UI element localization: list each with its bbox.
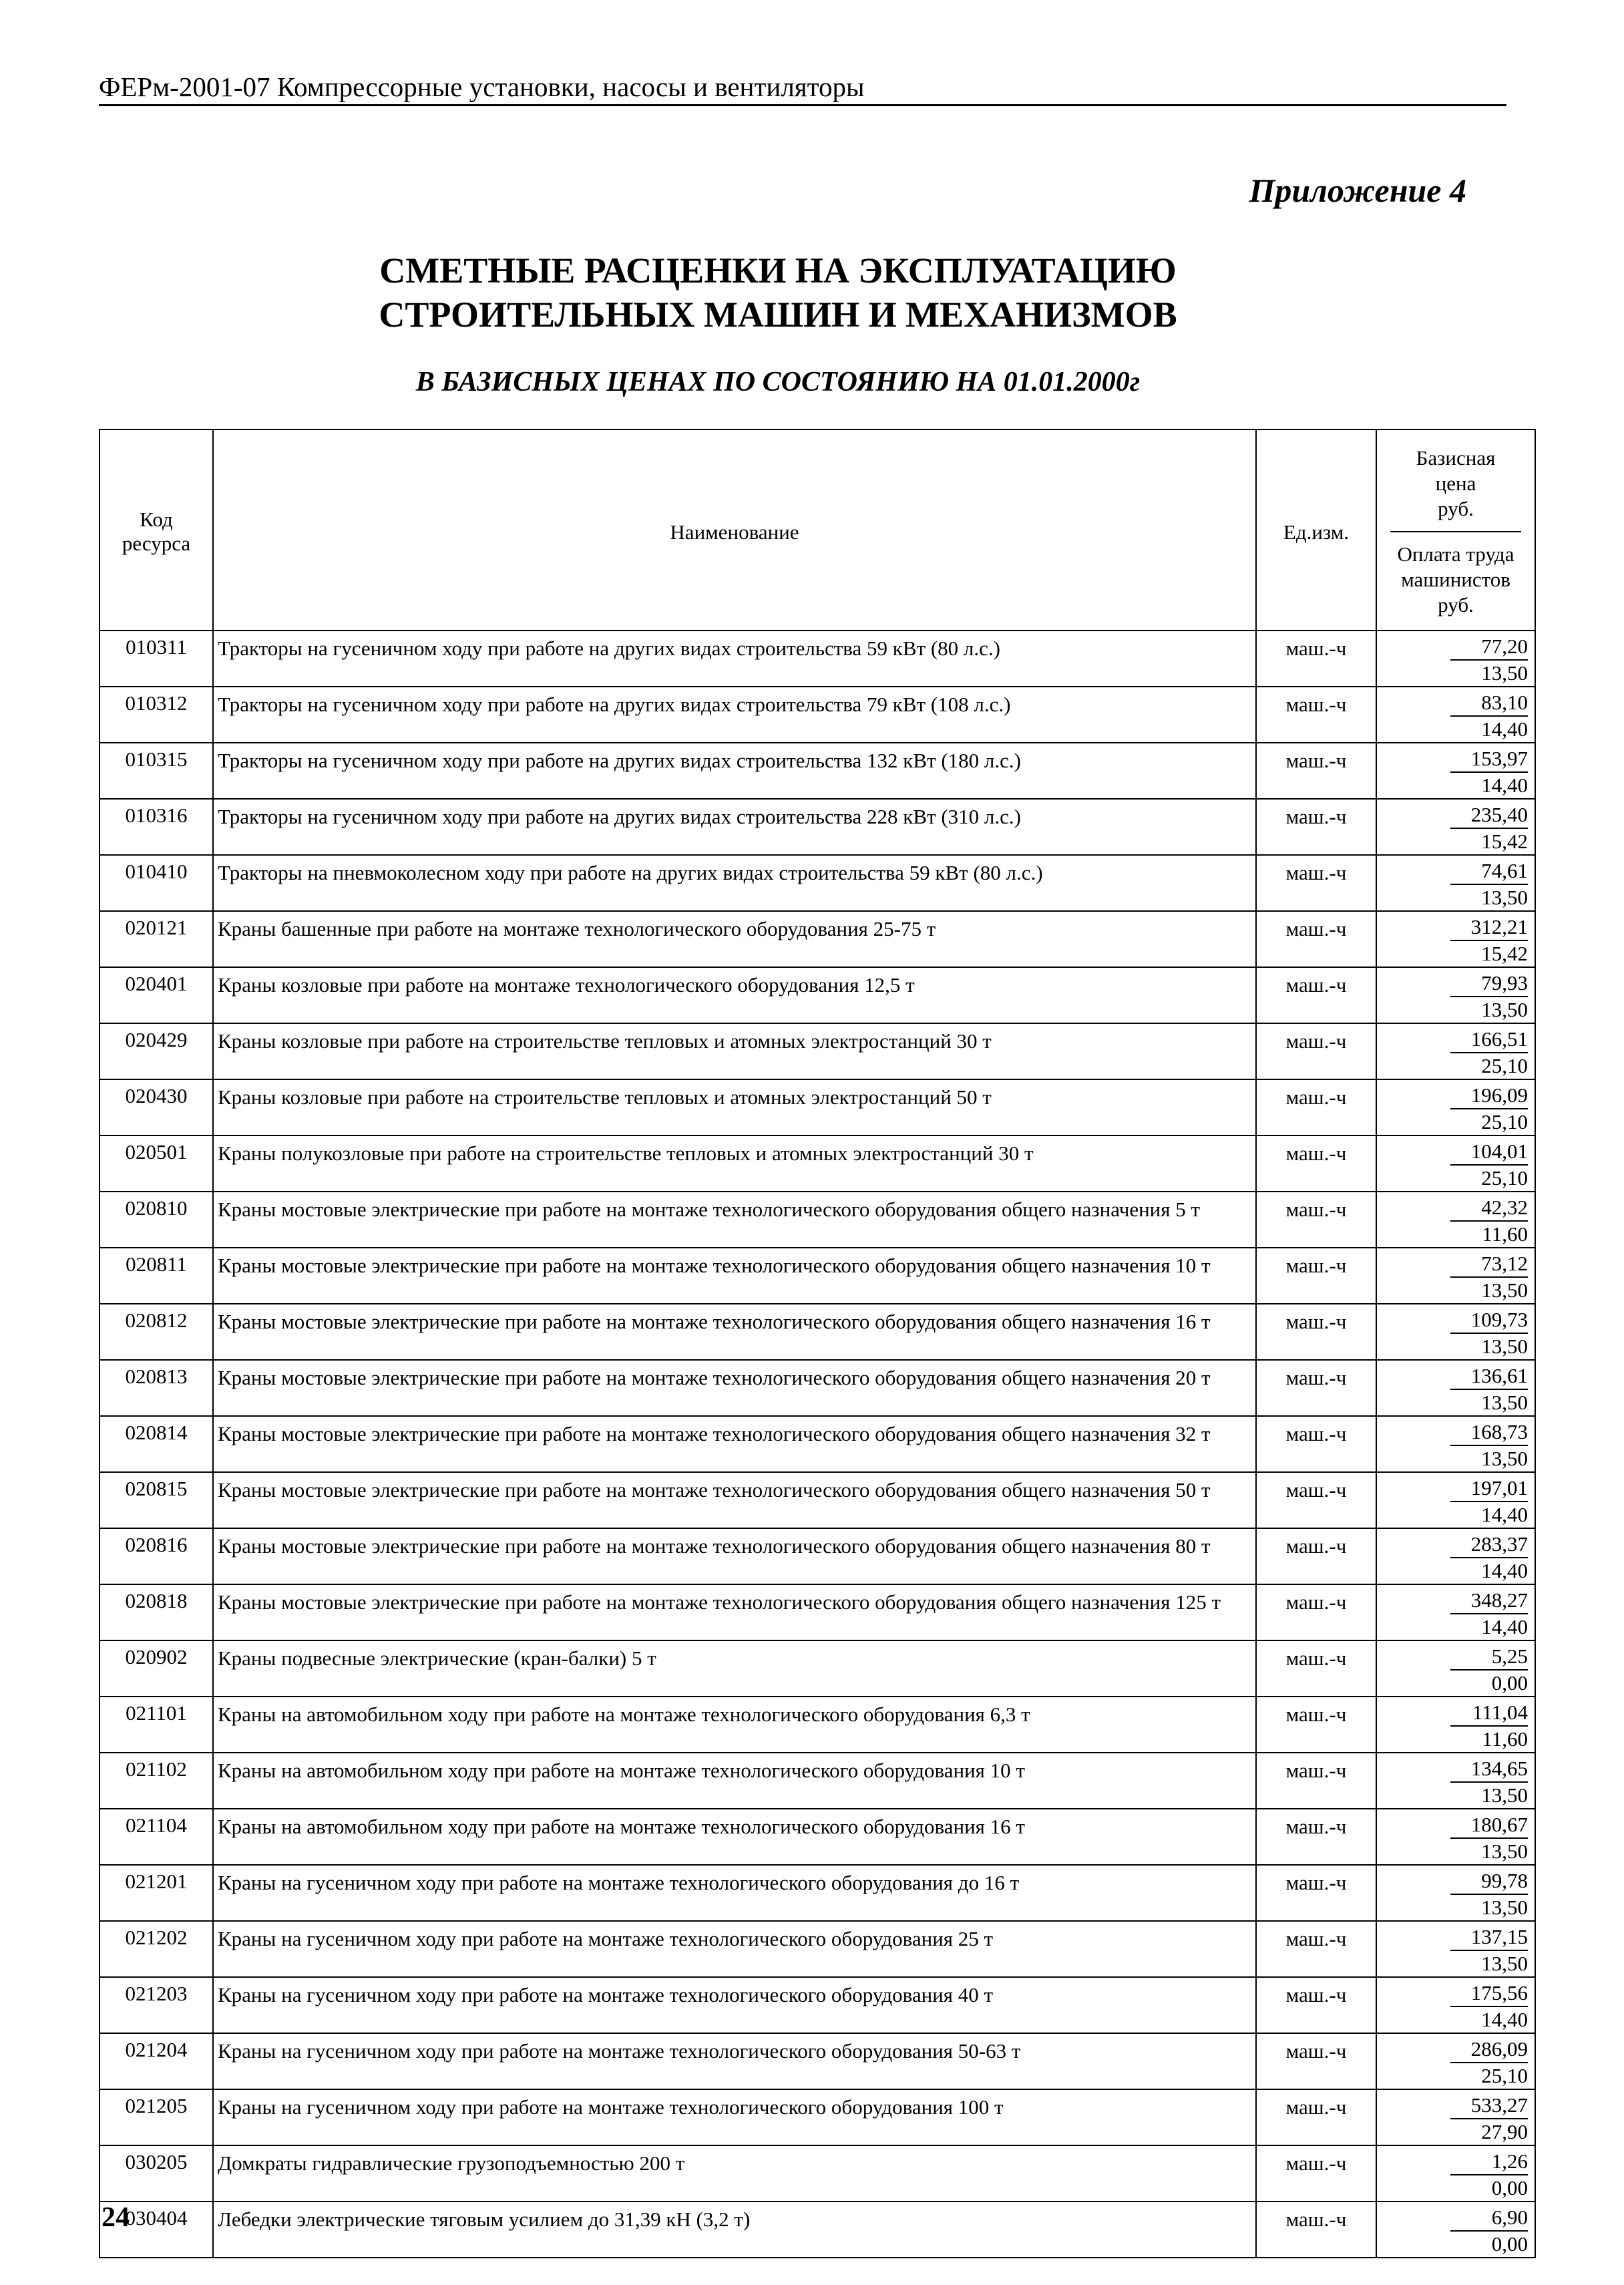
price-cell — [1376, 1697, 1535, 1753]
price-cell — [1376, 1809, 1535, 1865]
table-row — [99, 911, 1535, 967]
base-price: 74,61 — [1450, 858, 1528, 885]
resource-unit: маш.-ч — [1256, 743, 1376, 799]
price-cell — [1376, 743, 1535, 799]
resource-name: Краны на гусеничном ходу при работе на монтаже технологического оборудования 40 т — [213, 1977, 1256, 2033]
price-cell — [1376, 2202, 1535, 2258]
operator-pay: 13,50 — [1481, 1447, 1528, 1470]
resource-name: Краны мостовые электрические при работе на монтаже технологического оборудования общего назначения 20 т — [213, 1360, 1256, 1416]
resource-unit: маш.-ч — [1256, 1023, 1376, 1079]
resource-name: Тракторы на пневмоколесном ходу при работе на других видах строительства 59 кВт (80 л.с.) — [213, 855, 1256, 911]
operator-pay: 13,50 — [1481, 1391, 1528, 1414]
base-price: 153,97 — [1450, 746, 1528, 773]
resource-code: 021202 — [99, 1921, 213, 1977]
resource-name: Краны мостовые электрические при работе на монтаже технологического оборудования общего назначения 50 т — [213, 1472, 1256, 1528]
resource-unit: маш.-ч — [1256, 1640, 1376, 1697]
resource-name: Краны козловые при работе на строительстве тепловых и атомных электростанций 30 т — [213, 1023, 1256, 1079]
resource-unit: маш.-ч — [1256, 1304, 1376, 1360]
operator-pay: 15,42 — [1481, 830, 1528, 853]
resource-unit: маш.-ч — [1256, 687, 1376, 743]
operator-pay: 14,40 — [1481, 2008, 1528, 2031]
title-line-1: СМЕТНЫЕ РАСЦЕНКИ НА ЭКСПЛУАТАЦИЮ — [379, 250, 1177, 291]
operator-pay: 13,50 — [1481, 1278, 1528, 1302]
table-row — [99, 1640, 1535, 1697]
resource-name: Краны на гусеничном ходу при работе на монтаже технологического оборудования 25 т — [213, 1921, 1256, 1977]
table-row — [99, 1921, 1535, 1977]
header-price — [1376, 429, 1535, 631]
title-line-2: СТРОИТЕЛЬНЫХ МАШИН И МЕХАНИЗМОВ — [379, 295, 1177, 335]
table-row — [99, 1584, 1535, 1640]
resource-code: 020902 — [99, 1640, 213, 1697]
price-cell — [1376, 1640, 1535, 1697]
resource-code: 010316 — [99, 799, 213, 855]
table-row — [99, 1753, 1535, 1809]
resource-unit: маш.-ч — [1256, 1248, 1376, 1304]
operator-pay: 14,40 — [1481, 1615, 1528, 1638]
rates-table — [99, 429, 1536, 2258]
base-price: 5,25 — [1450, 1644, 1528, 1671]
table-row — [99, 687, 1535, 743]
base-price: 533,27 — [1450, 2093, 1528, 2119]
resource-name: Краны козловые при работе на строительстве тепловых и атомных электростанций 50 т — [213, 1079, 1256, 1135]
resource-code: 030404 — [99, 2202, 213, 2258]
base-price: 109,73 — [1450, 1307, 1528, 1334]
base-price: 104,01 — [1450, 1139, 1528, 1166]
resource-code: 021101 — [99, 1697, 213, 1753]
resource-code: 020818 — [99, 1584, 213, 1640]
table-row — [99, 1135, 1535, 1192]
resource-unit: маш.-ч — [1256, 1360, 1376, 1416]
base-price: 79,93 — [1450, 971, 1528, 997]
resource-unit: маш.-ч — [1256, 1192, 1376, 1248]
operator-pay: 13,50 — [1481, 998, 1528, 1021]
resource-unit: маш.-ч — [1256, 1528, 1376, 1584]
page-subtitle: В БАЗИСНЫХ ЦЕНАХ ПО СОСТОЯНИЮ НА 01.01.2000г — [415, 367, 1141, 397]
resource-name: Краны мостовые электрические при работе на монтаже технологического оборудования общего назначения 5 т — [213, 1192, 1256, 1248]
price-cell — [1376, 1023, 1535, 1079]
resource-code: 010315 — [99, 743, 213, 799]
base-price: 73,12 — [1450, 1251, 1528, 1278]
table-row — [99, 799, 1535, 855]
table-row — [99, 1192, 1535, 1248]
resource-code: 020121 — [99, 911, 213, 967]
price-cell — [1376, 911, 1535, 967]
table-row — [99, 855, 1535, 911]
resource-code: 020812 — [99, 1304, 213, 1360]
operator-pay: 0,00 — [1491, 1671, 1528, 1695]
resource-code: 021201 — [99, 1865, 213, 1921]
resource-code: 020811 — [99, 1248, 213, 1304]
operator-pay: 25,10 — [1481, 2064, 1528, 2087]
price-cell — [1376, 1753, 1535, 1809]
operator-pay: 14,40 — [1481, 773, 1528, 797]
base-price: 77,20 — [1450, 634, 1528, 661]
resource-unit: маш.-ч — [1256, 1584, 1376, 1640]
resource-code: 010410 — [99, 855, 213, 911]
resource-name: Краны мостовые электрические при работе на монтаже технологического оборудования общего назначения 80 т — [213, 1528, 1256, 1584]
table-row — [99, 1977, 1535, 2033]
resource-name: Краны козловые при работе на монтаже технологического оборудования 12,5 т — [213, 967, 1256, 1023]
price-cell — [1376, 967, 1535, 1023]
price-cell — [1376, 1865, 1535, 1921]
base-price: 136,61 — [1450, 1363, 1528, 1390]
price-cell — [1376, 1248, 1535, 1304]
price-cell — [1376, 1135, 1535, 1192]
resource-name: Тракторы на гусеничном ходу при работе на других видах строительства 79 кВт (108 л.с.) — [213, 687, 1256, 743]
resource-name: Краны мостовые электрические при работе на монтаже технологического оборудования общего назначения 16 т — [213, 1304, 1256, 1360]
resource-name: Краны на гусеничном ходу при работе на монтаже технологического оборудования до 16 т — [213, 1865, 1256, 1921]
resource-code: 020814 — [99, 1416, 213, 1472]
base-price: 6,90 — [1450, 2205, 1528, 2232]
resource-unit: маш.-ч — [1256, 1977, 1376, 2033]
base-price: 137,15 — [1450, 1924, 1528, 1951]
resource-unit: маш.-ч — [1256, 1472, 1376, 1528]
resource-code: 020401 — [99, 967, 213, 1023]
resource-code: 021204 — [99, 2033, 213, 2089]
resource-unit: маш.-ч — [1256, 855, 1376, 911]
table-row — [99, 1360, 1535, 1416]
price-cell — [1376, 2089, 1535, 2145]
table-row — [99, 631, 1535, 687]
resource-unit: маш.-ч — [1256, 1809, 1376, 1865]
resource-name: Тракторы на гусеничном ходу при работе на других видах строительства 59 кВт (80 л.с.) — [213, 631, 1256, 687]
resource-unit: маш.-ч — [1256, 1416, 1376, 1472]
price-cell — [1376, 1921, 1535, 1977]
operator-pay: 13,50 — [1481, 1952, 1528, 1975]
price-cell — [1376, 855, 1535, 911]
header-operator-pay: Оплата труда машинистов руб. — [1397, 542, 1514, 617]
table-row — [99, 2202, 1535, 2258]
resource-name: Краны полукозловые при работе на строительстве тепловых и атомных электростанций 30 т — [213, 1135, 1256, 1192]
page-title — [0, 248, 1556, 337]
resource-name: Лебедки электрические тяговым усилием до 31,39 кН (3,2 т) — [213, 2202, 1256, 2258]
operator-pay: 13,50 — [1481, 1839, 1528, 1863]
resource-name: Тракторы на гусеничном ходу при работе на других видах строительства 132 кВт (180 л.с.) — [213, 743, 1256, 799]
resource-code: 021203 — [99, 1977, 213, 2033]
table-row — [99, 2033, 1535, 2089]
table-row — [99, 1472, 1535, 1528]
header-code: Код ресурса — [99, 429, 213, 631]
base-price: 235,40 — [1450, 802, 1528, 829]
base-price: 286,09 — [1450, 2037, 1528, 2063]
page-number: 24 — [102, 2202, 130, 2233]
resource-unit: маш.-ч — [1256, 1865, 1376, 1921]
operator-pay: 27,90 — [1481, 2120, 1528, 2143]
table-row — [99, 2145, 1535, 2202]
resource-code: 030205 — [99, 2145, 213, 2202]
price-cell — [1376, 1360, 1535, 1416]
resource-name: Краны на гусеничном ходу при работе на монтаже технологического оборудования 50-63 т — [213, 2033, 1256, 2089]
resource-unit: маш.-ч — [1256, 911, 1376, 967]
base-price: 42,32 — [1450, 1195, 1528, 1222]
price-cell — [1376, 1192, 1535, 1248]
price-cell — [1376, 2033, 1535, 2089]
price-cell — [1376, 1304, 1535, 1360]
price-cell — [1376, 687, 1535, 743]
table-row — [99, 1865, 1535, 1921]
resource-name: Краны мостовые электрические при работе на монтаже технологического оборудования общего назначения 10 т — [213, 1248, 1256, 1304]
operator-pay: 25,10 — [1481, 1166, 1528, 1190]
table-row — [99, 1528, 1535, 1584]
operator-pay: 13,50 — [1481, 1335, 1528, 1358]
base-price: 196,09 — [1450, 1083, 1528, 1109]
table-row — [99, 1809, 1535, 1865]
price-cell — [1376, 1528, 1535, 1584]
operator-pay: 13,50 — [1481, 1783, 1528, 1807]
price-cell — [1376, 799, 1535, 855]
resource-code: 010312 — [99, 687, 213, 743]
header-name: Наименование — [213, 429, 1256, 631]
table-header-row — [99, 429, 1535, 631]
base-price: 1,26 — [1450, 2149, 1528, 2175]
operator-pay: 15,42 — [1481, 942, 1528, 965]
base-price: 197,01 — [1450, 1475, 1528, 1502]
resource-code: 020430 — [99, 1079, 213, 1135]
resource-unit: маш.-ч — [1256, 2202, 1376, 2258]
resource-unit: маш.-ч — [1256, 799, 1376, 855]
operator-pay: 14,40 — [1481, 717, 1528, 741]
price-cell — [1376, 1584, 1535, 1640]
header-unit: Ед.изм. — [1256, 429, 1376, 631]
appendix-label: Приложение 4 — [1249, 172, 1466, 209]
operator-pay: 14,40 — [1481, 1503, 1528, 1526]
price-cell — [1376, 1079, 1535, 1135]
price-cell — [1376, 2145, 1535, 2202]
table-row — [99, 1304, 1535, 1360]
resource-unit: маш.-ч — [1256, 2089, 1376, 2145]
base-price: 83,10 — [1450, 690, 1528, 717]
running-header: ФЕРм-2001-07 Компрессорные установки, насосы и вентиляторы — [99, 72, 1506, 106]
resource-unit: маш.-ч — [1256, 2145, 1376, 2202]
resource-name: Краны на автомобильном ходу при работе на монтаже технологического оборудования 10 т — [213, 1753, 1256, 1809]
operator-pay: 11,60 — [1482, 1222, 1528, 1246]
resource-unit: маш.-ч — [1256, 1697, 1376, 1753]
resource-code: 020429 — [99, 1023, 213, 1079]
resource-name: Краны на автомобильном ходу при работе на монтаже технологического оборудования 16 т — [213, 1809, 1256, 1865]
base-price: 348,27 — [1450, 1588, 1528, 1614]
operator-pay: 0,00 — [1491, 2232, 1528, 2256]
operator-pay: 25,10 — [1481, 1054, 1528, 1077]
resource-unit: маш.-ч — [1256, 1135, 1376, 1192]
base-price: 99,78 — [1450, 1868, 1528, 1895]
resource-code: 010311 — [99, 631, 213, 687]
operator-pay: 11,60 — [1482, 1727, 1528, 1751]
table-row — [99, 1248, 1535, 1304]
table-row — [99, 1079, 1535, 1135]
operator-pay: 0,00 — [1491, 2176, 1528, 2200]
resource-name: Тракторы на гусеничном ходу при работе на других видах строительства 228 кВт (310 л.с.) — [213, 799, 1256, 855]
resource-unit: маш.-ч — [1256, 1079, 1376, 1135]
table-row — [99, 967, 1535, 1023]
resource-code: 020815 — [99, 1472, 213, 1528]
base-price: 166,51 — [1450, 1027, 1528, 1053]
table-row — [99, 743, 1535, 799]
operator-pay: 13,50 — [1481, 661, 1528, 685]
base-price: 283,37 — [1450, 1532, 1528, 1558]
resource-name: Краны на гусеничном ходу при работе на монтаже технологического оборудования 100 т — [213, 2089, 1256, 2145]
resource-code: 020816 — [99, 1528, 213, 1584]
resource-name: Краны башенные при работе на монтаже технологического оборудования 25-75 т — [213, 911, 1256, 967]
resource-unit: маш.-ч — [1256, 631, 1376, 687]
base-price: 312,21 — [1450, 914, 1528, 941]
resource-name: Краны на автомобильном ходу при работе на монтаже технологического оборудования 6,3 т — [213, 1697, 1256, 1753]
resource-code: 021104 — [99, 1809, 213, 1865]
price-cell — [1376, 1472, 1535, 1528]
table-row — [99, 1697, 1535, 1753]
resource-unit: маш.-ч — [1256, 1753, 1376, 1809]
operator-pay: 13,50 — [1481, 1896, 1528, 1919]
resource-name: Домкраты гидравлические грузоподъемностью 200 т — [213, 2145, 1256, 2202]
resource-code: 020501 — [99, 1135, 213, 1192]
base-price: 111,04 — [1450, 1700, 1528, 1727]
resource-unit: маш.-ч — [1256, 1921, 1376, 1977]
resource-code: 020813 — [99, 1360, 213, 1416]
table-row — [99, 1023, 1535, 1079]
resource-code: 021102 — [99, 1753, 213, 1809]
table-row — [99, 1416, 1535, 1472]
resource-name: Краны мостовые электрические при работе на монтаже технологического оборудования общего назначения 32 т — [213, 1416, 1256, 1472]
resource-code: 020810 — [99, 1192, 213, 1248]
resource-name: Краны мостовые электрические при работе на монтаже технологического оборудования общего назначения 125 т — [213, 1584, 1256, 1640]
operator-pay: 14,40 — [1481, 1559, 1528, 1582]
base-price: 180,67 — [1450, 1812, 1528, 1839]
price-cell — [1376, 1416, 1535, 1472]
price-cell — [1376, 631, 1535, 687]
resource-name: Краны подвесные электрические (кран-балки) 5 т — [213, 1640, 1256, 1697]
table-row — [99, 2089, 1535, 2145]
operator-pay: 13,50 — [1481, 886, 1528, 909]
base-price: 168,73 — [1450, 1419, 1528, 1446]
operator-pay: 25,10 — [1481, 1110, 1528, 1133]
base-price: 134,65 — [1450, 1756, 1528, 1783]
header-base-price: Базисная цена руб. — [1390, 446, 1521, 532]
resource-unit: маш.-ч — [1256, 2033, 1376, 2089]
price-cell — [1376, 1977, 1535, 2033]
resource-code: 021205 — [99, 2089, 213, 2145]
base-price: 175,56 — [1450, 1980, 1528, 2007]
resource-unit: маш.-ч — [1256, 967, 1376, 1023]
